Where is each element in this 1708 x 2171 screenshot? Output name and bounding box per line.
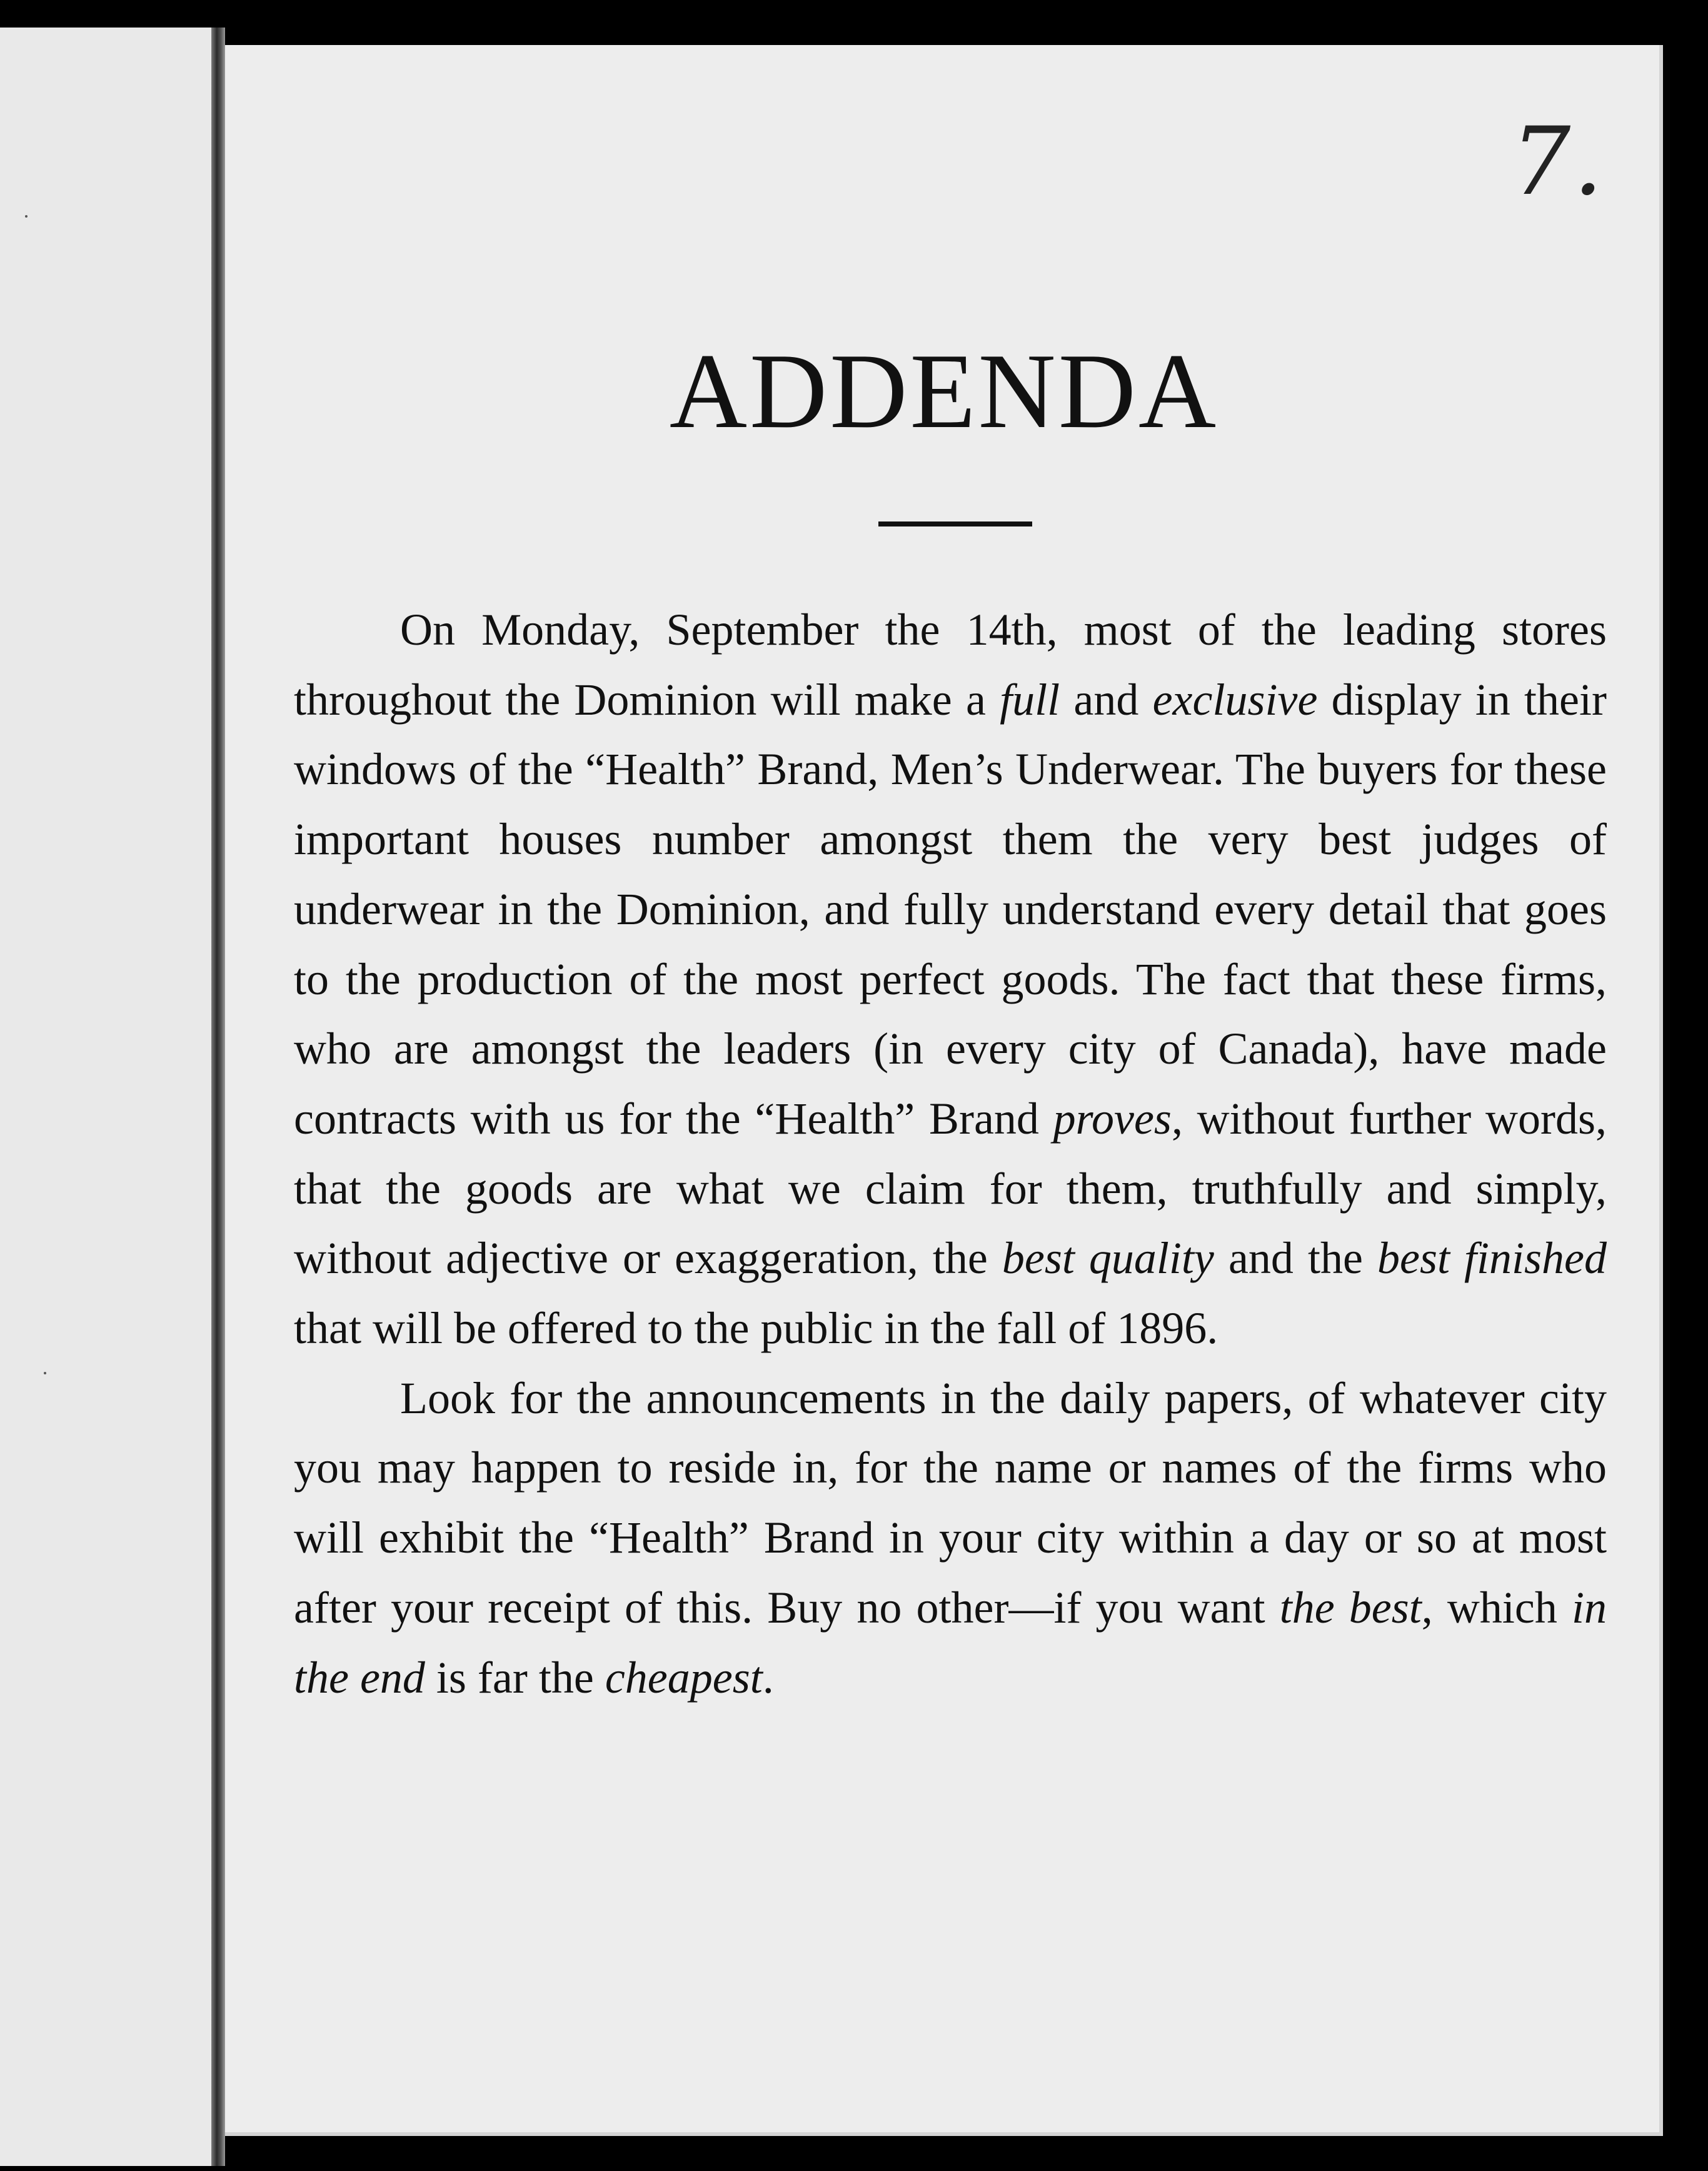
italic-run: full [1000,674,1060,725]
text-run: , which [1421,1582,1572,1633]
text-run: Look for the announcements in the daily papers, of whatever city you may happen to reside in, for the name or names of the firms who will exhibit the “Health” Brand in your city within a day or so at most after your receipt of this. Buy no other—if you want [294,1373,1607,1633]
italic-run: proves [1053,1093,1172,1144]
paragraph-2 [294,1364,1607,1713]
book-gutter [211,28,225,2166]
document-page [225,45,1663,2136]
paragraph-1 [294,595,1607,1364]
left-facing-page [0,28,211,2166]
text-run: . [762,1652,774,1703]
speck [44,1372,46,1374]
italic-run: cheapest [605,1652,763,1703]
text-run: , without further words, that the goods are what we claim for them, truthfully and simply, without adjective or exaggeration, the [294,1093,1607,1284]
italic-run: the best [1279,1582,1422,1633]
page-title: ADDENDA [669,332,1219,451]
italic-run: best quality [1002,1233,1214,1284]
italic-run: best finished [1377,1233,1607,1284]
text-run: and [1060,674,1153,725]
page-number: 7. [1510,108,1605,216]
text-run: is far the [424,1652,605,1703]
speck [25,215,28,218]
body-text [294,595,1607,1713]
italic-run: exclusive [1152,674,1318,725]
text-run: that will be offered to the public in the fall of 1896. [294,1303,1218,1354]
italic-run: in the end [294,1582,1607,1703]
text-run: and the [1213,1233,1377,1284]
text-run: On Monday, September the 14th, most of the leading stores throughout the Dominion will make a [294,605,1607,725]
title-rule [878,521,1032,526]
text-run: display in their windows of the “Health” Brand, Men’s Underwear. The buyers for these important houses number amongst them the very best judges of underwear in the Dominion, and fully understand every detail that goes to the production of the most perfect goods. The fact that these firms, who are amongst the leaders (in every city of Canada), have made contracts with us for the “Health” Brand [294,674,1607,1144]
